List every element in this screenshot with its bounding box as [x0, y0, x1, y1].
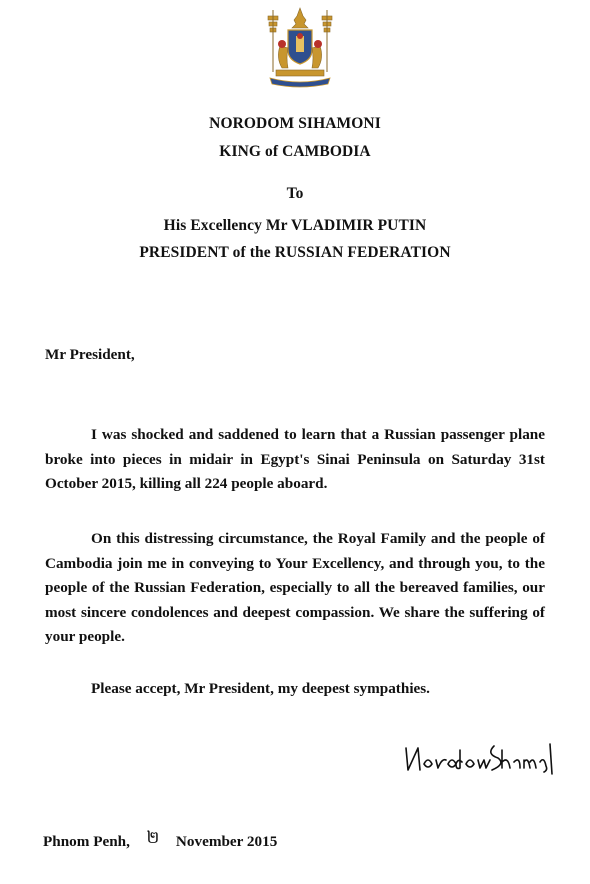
footer-day-handwritten: ២ — [146, 828, 160, 848]
royal-arms-of-cambodia-emblem — [262, 6, 338, 90]
recipient-name: His Excellency Mr VLADIMIR PUTIN — [163, 217, 427, 234]
closing-line: Please accept, Mr President, my deepest sympathies. — [91, 680, 430, 697]
paragraph-two-text: On this distressing circumstance, the Royal Family and the people of Cambodia join me in conveying to Your Excellency, and through you, to the people of the Russian Federation, especially to all the bereaved families, our most sincere condolences and deepest compassion. We share the suffering of your people. — [45, 530, 545, 645]
sender-name: NORODOM SIHAMONI — [209, 115, 381, 132]
paragraph-one — [45, 423, 545, 497]
handwritten-signature — [402, 740, 558, 776]
footer-place: Phnom Penh, — [43, 833, 130, 850]
paragraph-one-text: I was shocked and saddened to learn that a Russian passenger plane broke into pieces in midair in Egypt's Sinai Peninsula on Saturday 31st October 2015, killing all 224 people aboard. — [45, 426, 545, 492]
recipient-title: PRESIDENT of the RUSSIAN FEDERATION — [139, 244, 451, 261]
to-label: To — [286, 185, 304, 202]
footer-date-line — [43, 830, 277, 855]
paragraph-two — [45, 527, 545, 650]
sender-title: KING of CAMBODIA — [219, 143, 371, 160]
salutation: Mr President, — [45, 346, 135, 363]
footer-month-year: November 2015 — [175, 833, 278, 850]
